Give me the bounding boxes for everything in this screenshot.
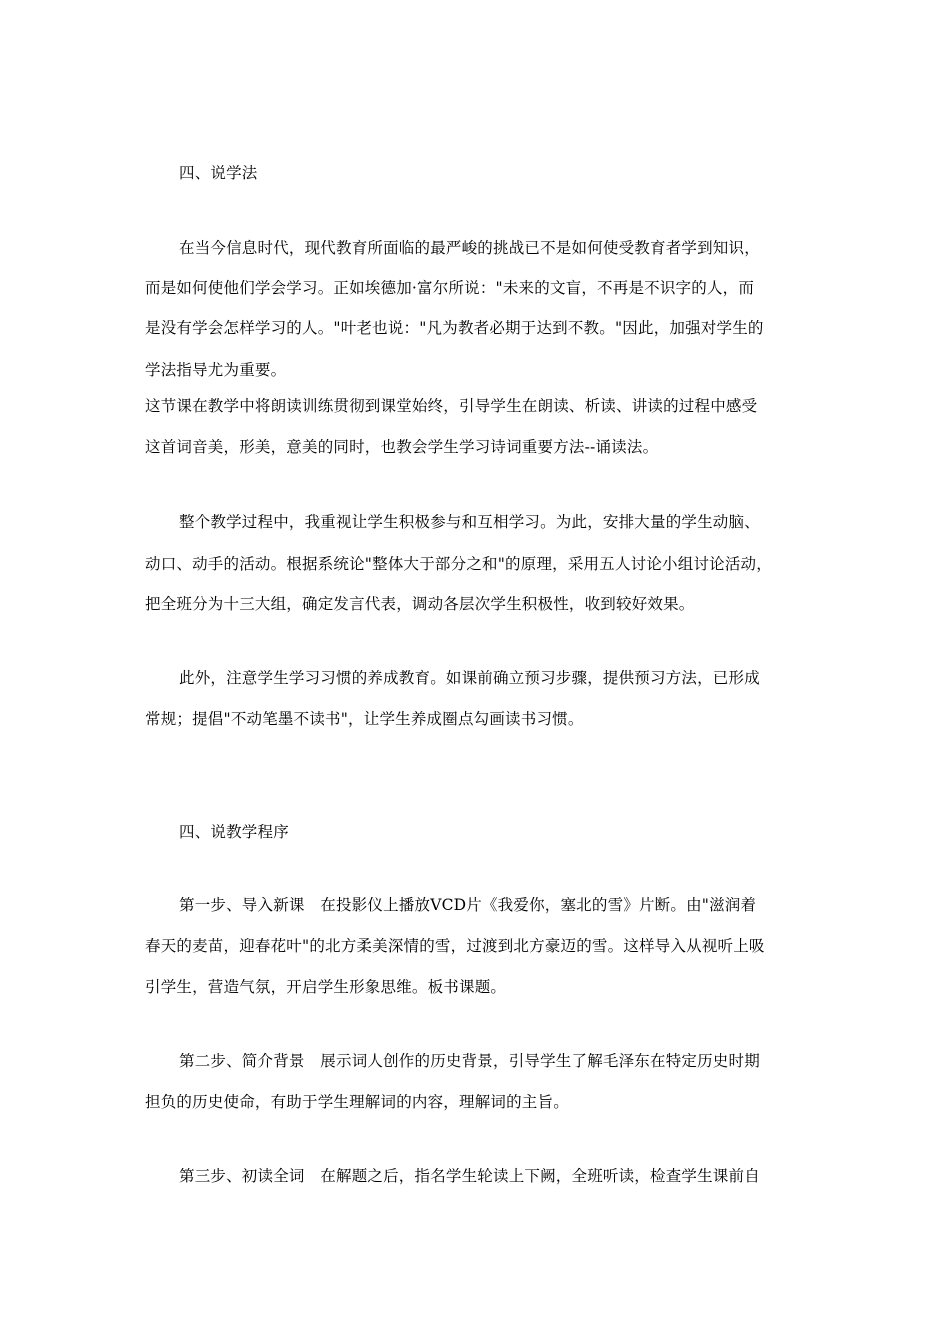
- paragraph-line: 此外，注意学生学习习惯的养成教育。如课前确立预习步骤，提供预习方法，已形成: [179, 669, 760, 687]
- paragraph-line: 担负的历史使命，有助于学生理解词的内容，理解词的主旨。: [145, 1093, 569, 1111]
- paragraph-line: 这节课在教学中将朗读训练贯彻到课堂始终，引导学生在朗读、析读、讲读的过程中感受: [145, 397, 758, 415]
- paragraph-line: 第二步、简介背景 展示词人创作的历史背景，引导学生了解毛泽东在特定历史时期: [179, 1052, 760, 1070]
- paragraph-line: 引学生，营造气氛，开启学生形象思维。板书课题。: [145, 978, 507, 996]
- paragraph-line: 是没有学会怎样学习的人。"叶老也说："凡为教者必期于达到不教。"因此，加强对学生的: [145, 319, 764, 337]
- paragraph-line: 在当今信息时代，现代教育所面临的最严峻的挑战已不是如何使受教育者学到知识，: [179, 239, 760, 257]
- paragraph-line: 动口、动手的活动。根据系统论"整体大于部分之和"的原理，采用五人讨论小组讨论活动，: [145, 555, 772, 573]
- paragraph-line: 把全班分为十三大组，确定发言代表，调动各层次学生积极性，收到较好效果。: [145, 595, 695, 613]
- paragraph-line: 学法指导尤为重要。: [145, 361, 287, 379]
- paragraph-line: 第一步、导入新课 在投影仪上播放VCD片《我爱你，塞北的雪》片断。由"滋润着: [179, 896, 757, 914]
- paragraph-line: 常规；提倡"不动笔墨不读书"，让学生养成圈点勾画读书习惯。: [145, 710, 584, 728]
- paragraph-line: 整个教学过程中，我重视让学生积极参与和互相学习。为此，安排大量的学生动脑、: [179, 513, 760, 531]
- paragraph-line: 春天的麦苗，迎春花叶"的北方柔美深情的雪，过渡到北方豪迈的雪。这样导入从视听上吸: [145, 937, 765, 955]
- section-heading-teaching-procedure: 四、说教学程序: [179, 823, 289, 841]
- paragraph-line: 而是如何使他们学会学习。正如埃德加·富尔所说："未来的文盲，不再是不识字的人，而: [145, 279, 755, 297]
- paragraph-line: 这首词音美，形美，意美的同时，也教会学生学习诗词重要方法--诵读法。: [145, 438, 659, 456]
- paragraph-line: 第三步、初读全词 在解题之后，指名学生轮读上下阙，全班听读，检查学生课前自: [179, 1167, 760, 1185]
- section-heading-study-method: 四、说学法: [179, 164, 258, 182]
